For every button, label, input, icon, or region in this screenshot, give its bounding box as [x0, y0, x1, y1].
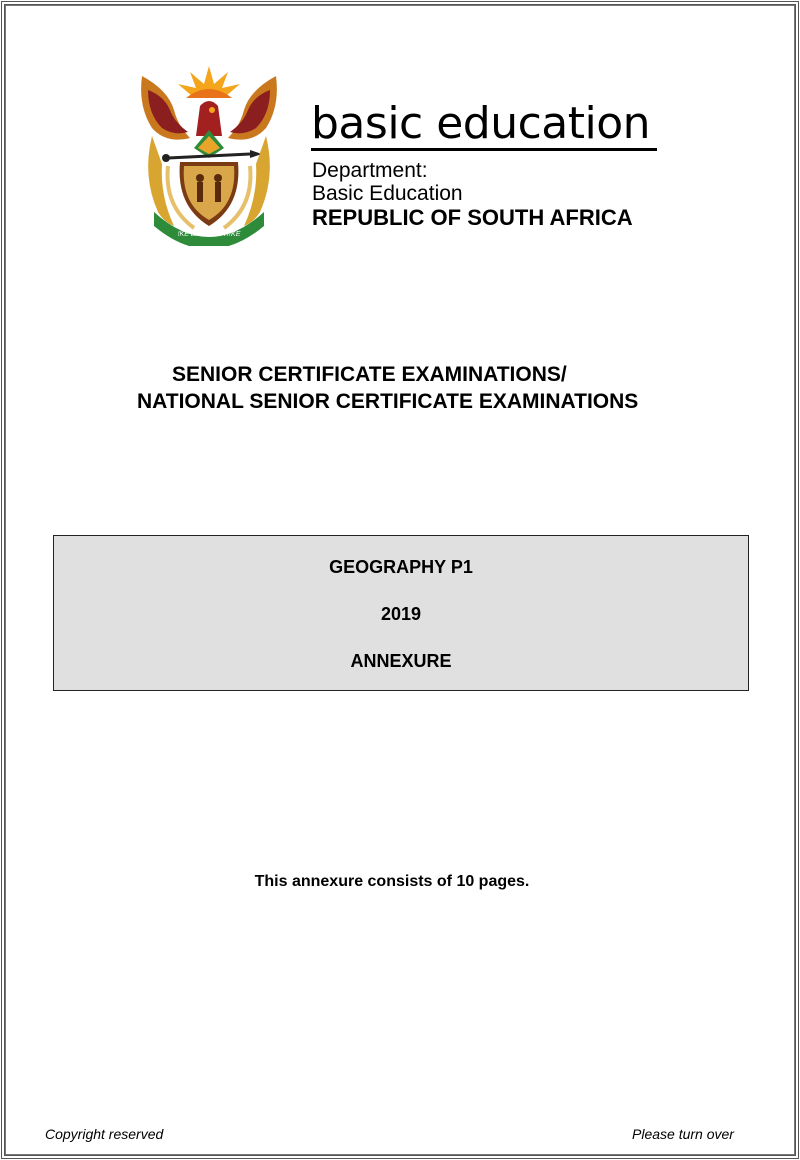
coat-of-arms-icon [138, 66, 280, 246]
brand-divider [311, 148, 657, 151]
country-name: REPUBLIC OF SOUTH AFRICA [312, 205, 633, 230]
page-count-note: This annexure consists of 10 pages. [254, 873, 530, 890]
exam-title-line-1: SENIOR CERTIFICATE EXAMINATIONS/ [172, 363, 567, 386]
document-type: ANNEXURE [350, 651, 452, 671]
turn-over-footer: Please turn over [632, 1126, 734, 1142]
rising-sun-icon [178, 66, 240, 98]
brand-title: basic education [311, 98, 651, 149]
exam-title-line-2: NATIONAL SENIOR CERTIFICATE EXAMINATIONS [137, 390, 639, 413]
department-label: Department: [312, 159, 428, 182]
shield-icon [180, 162, 239, 226]
copyright-footer: Copyright reserved [45, 1126, 164, 1142]
department-name: Basic Education [312, 182, 463, 205]
subject-box [53, 535, 749, 691]
subject-title: GEOGRAPHY P1 [329, 557, 473, 577]
exam-year: 2019 [380, 604, 422, 624]
motto-text: !KE E: /XARRA //KE [177, 231, 241, 238]
